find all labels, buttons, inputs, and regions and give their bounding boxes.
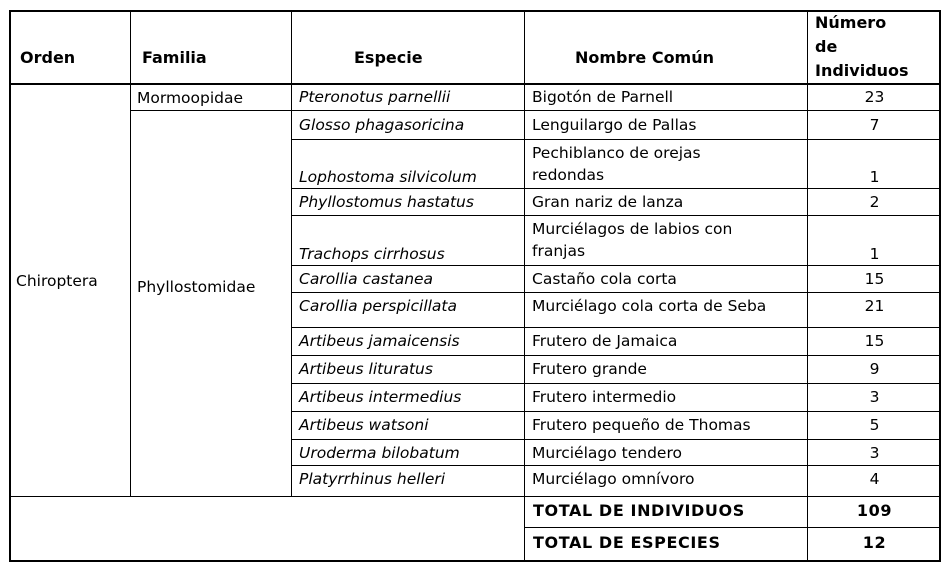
especie-cell: Artibeus watsoni bbox=[299, 416, 429, 434]
nombre-comun-cell: Lenguilargo de Pallas bbox=[532, 116, 697, 134]
border-right bbox=[939, 10, 941, 562]
row-divider bbox=[291, 465, 940, 466]
individuos-cell: 1 bbox=[869, 245, 880, 263]
individuos-cell: 3 bbox=[869, 388, 880, 406]
col-line-3 bbox=[524, 10, 525, 561]
nombre-comun-cell: Gran nariz de lanza bbox=[532, 193, 684, 211]
especie-cell: Artibeus jamaicensis bbox=[299, 332, 460, 350]
familia-divider bbox=[130, 110, 940, 111]
header-nombre-comun: Nombre Común bbox=[575, 48, 715, 67]
total-especies-label: TOTAL DE ESPECIES bbox=[533, 533, 721, 552]
totals-row-divider bbox=[524, 527, 940, 528]
familia-cell-phyllostomidae: Phyllostomidae bbox=[137, 278, 256, 296]
individuos-cell: 15 bbox=[864, 332, 885, 350]
nombre-comun-cell: Frutero de Jamaica bbox=[532, 332, 678, 350]
nombre-comun-cell: Pechiblanco de orejas bbox=[532, 144, 701, 162]
individuos-cell: 23 bbox=[864, 88, 885, 106]
row-divider bbox=[291, 215, 940, 216]
individuos-cell: 3 bbox=[869, 444, 880, 462]
individuos-cell: 4 bbox=[869, 470, 880, 488]
row-divider bbox=[291, 411, 940, 412]
border-top bbox=[9, 10, 941, 12]
row-divider bbox=[291, 327, 940, 328]
total-individuos-label: TOTAL DE INDIVIDUOS bbox=[533, 501, 745, 520]
familia-cell-mormoopidae: Mormoopidae bbox=[137, 89, 244, 107]
individuos-cell: 21 bbox=[864, 297, 885, 315]
nombre-comun-cell: franjas bbox=[532, 242, 586, 260]
border-bottom bbox=[9, 560, 941, 562]
col-line-4 bbox=[807, 10, 808, 561]
especie-cell: Phyllostomus hastatus bbox=[299, 193, 474, 211]
border-left bbox=[9, 10, 11, 562]
header-numero-3: Individuos bbox=[815, 61, 909, 80]
especie-cell: Trachops cirrhosus bbox=[299, 245, 445, 263]
nombre-comun-cell: Frutero intermedio bbox=[532, 388, 677, 406]
individuos-cell: 7 bbox=[869, 116, 880, 134]
individuos-cell: 15 bbox=[864, 270, 885, 288]
header-numero-2: de bbox=[815, 37, 838, 56]
header-numero-1: Número bbox=[815, 13, 887, 32]
individuos-cell: 2 bbox=[869, 193, 880, 211]
header-especie: Especie bbox=[354, 48, 423, 67]
header-familia: Familia bbox=[142, 48, 207, 67]
nombre-comun-cell: Murciélago tendero bbox=[532, 444, 682, 462]
orden-cell: Chiroptera bbox=[16, 272, 98, 290]
individuos-cell: 5 bbox=[869, 416, 880, 434]
nombre-comun-cell: Frutero grande bbox=[532, 360, 647, 378]
especie-cell: Lophostoma silvicolum bbox=[299, 168, 477, 186]
especie-cell: Glosso phagasoricina bbox=[299, 116, 465, 134]
individuos-cell: 1 bbox=[869, 168, 880, 186]
nombre-comun-cell: Bigotón de Parnell bbox=[532, 88, 674, 106]
row-divider bbox=[291, 139, 940, 140]
row-divider bbox=[291, 265, 940, 266]
especie-cell: Pteronotus parnellii bbox=[299, 88, 451, 106]
nombre-comun-cell: Murciélago cola corta de Seba bbox=[532, 297, 767, 315]
nombre-comun-cell: Frutero pequeño de Thomas bbox=[532, 416, 751, 434]
especie-cell: Uroderma bilobatum bbox=[299, 444, 460, 462]
especie-cell: Carollia perspicillata bbox=[299, 297, 458, 315]
header-orden: Orden bbox=[20, 48, 76, 67]
row-divider bbox=[291, 188, 940, 189]
col-line-1 bbox=[130, 10, 131, 497]
especie-cell: Platyrrhinus helleri bbox=[299, 470, 446, 488]
especie-cell: Artibeus lituratus bbox=[299, 360, 433, 378]
nombre-comun-cell: Murciélagos de labios con bbox=[532, 220, 733, 238]
individuos-cell: 9 bbox=[869, 360, 880, 378]
nombre-comun-cell: redondas bbox=[532, 166, 605, 184]
col-line-2 bbox=[291, 10, 292, 497]
especie-cell: Artibeus intermedius bbox=[299, 388, 462, 406]
especie-cell: Carollia castanea bbox=[299, 270, 434, 288]
row-divider bbox=[291, 439, 940, 440]
row-divider bbox=[291, 292, 940, 293]
totals-divider bbox=[9, 496, 940, 497]
row-divider bbox=[291, 355, 940, 356]
nombre-comun-cell: Murciélago omnívoro bbox=[532, 470, 695, 488]
nombre-comun-cell: Castaño cola corta bbox=[532, 270, 677, 288]
row-divider bbox=[291, 383, 940, 384]
total-especies-value: 12 bbox=[862, 533, 887, 552]
total-individuos-value: 109 bbox=[856, 501, 893, 520]
header-divider bbox=[9, 83, 941, 85]
